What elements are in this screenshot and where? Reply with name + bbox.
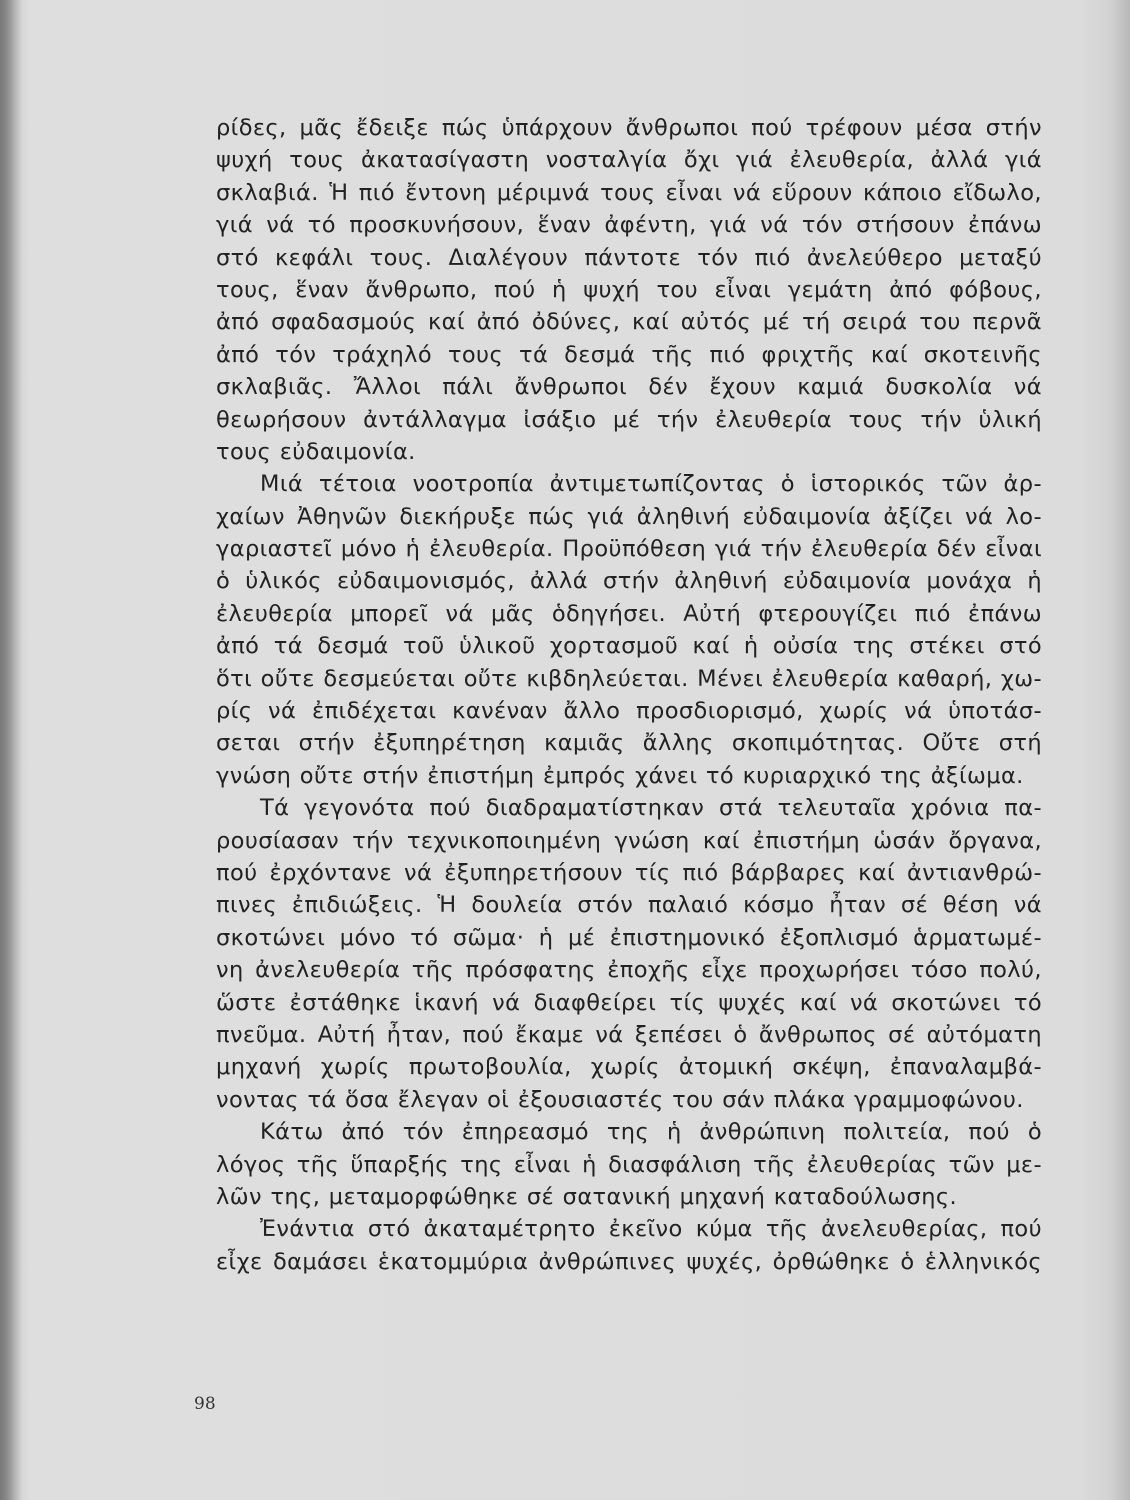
text-line: μηχανή χωρίς πρωτοβουλία, χωρίς ἀτομική σκέψη, ἐπαναλαμβά- xyxy=(216,1054,1042,1081)
paragraph-start-line: Τά γεγονότα πού διαδραματίστηκαν στά τελευταῖα χρόνια πα- xyxy=(260,795,1042,822)
text-line: ρίδες, μᾶς ἔδειξε πώς ὑπάρχουν ἄνθρωποι πού τρέφουν μέσα στήν xyxy=(216,115,1042,141)
text-line: τους εὐδαιμονία. xyxy=(216,438,416,465)
text-line: ὁ ὑλικός εὐδαιμονισμός, ἀλλά στήν ἀληθινή εὐδαιμονία μονάχα ἡ xyxy=(216,568,1042,595)
text-line: σκλαβιᾶς. Ἄλλοι πάλι ἄνθρωποι δέν ἔχουν καμιά δυσκολία νά xyxy=(216,374,1042,401)
text-line: ρίς νά ἐπιδέχεται κανέναν ἄλλο προσδιορισμό, χωρίς νά ὑποτάσ- xyxy=(216,698,1042,725)
page-number: 98 xyxy=(194,1394,216,1414)
text-line: ἀπό τά δεσμά τοῦ ὑλικοῦ χορτασμοῦ καί ἡ οὐσία της στέκει στό xyxy=(216,633,1042,660)
text-line: ψυχή τους ἀκατασίγαστη νοσταλγία ὄχι γιά ἐλευθερία, ἀλλά γιά xyxy=(216,147,1042,174)
text-line: ἐλευθερία μπορεῖ νά μᾶς ὁδηγήσει. Αὐτή φτερουγίζει πιό ἐπάνω xyxy=(216,600,1042,627)
page-edge-shadow xyxy=(0,0,22,1500)
text-line: σκοτώνει μόνο τό σῶμα· ἡ μέ ἐπιστημονικό ἐξοπλισμό ἁρματωμέ- xyxy=(216,924,1042,951)
text-line: χαίων Ἀθηνῶν διεκήρυξε πώς γιά ἀληθινή εὐδαιμονία ἀξίζει νά λο- xyxy=(216,503,1042,530)
text-line: λῶν της, μεταμορφώθηκε σέ σατανική μηχανή καταδούλωσης. xyxy=(216,1183,958,1210)
paragraph-start-line: Μιά τέτοια νοοτροπία ἀντιμετωπίζοντας ὁ ἱστορικός τῶν ἀρ- xyxy=(260,471,1042,498)
text-line: ὥστε ἐστάθηκε ἱκανή νά διαφθείρει τίς ψυχές καί νά σκοτώνει τό xyxy=(216,989,1042,1016)
body-text xyxy=(216,112,1042,1278)
text-line: νη ἀνελευθερία τῆς πρόσφατης ἐποχῆς εἶχε προχωρήσει τόσο πολύ, xyxy=(216,957,1042,984)
text-line: σεται στήν ἐξυπηρέτηση καμιᾶς ἄλλης σκοπιμότητας. Οὔτε στή xyxy=(216,730,1042,757)
text-line: στό κεφάλι τους. Διαλέγουν πάντοτε τόν πιό ἀνελεύθερο μεταξύ xyxy=(216,244,1042,271)
text-line: νοντας τά ὅσα ἔλεγαν οἱ ἐξουσιαστές του σάν πλάκα γραμμοφώνου. xyxy=(216,1086,1024,1113)
text-line: θεωρήσουν ἀντάλλαγμα ἰσάξιο μέ τήν ἐλευθερία τους τήν ὑλική xyxy=(216,406,1042,433)
text-line: τους, ἕναν ἄνθρωπο, πού ἡ ψυχή του εἶναι γεμάτη ἀπό φόβους, xyxy=(216,276,1042,303)
text-line: πού ἐρχόντανε νά ἐξυπηρετήσουν τίς πιό βάρβαρες καί ἀντιανθρώ- xyxy=(216,859,1042,886)
text-line: σκλαβιά. Ἡ πιό ἔντονη μέριμνά τους εἶναι νά εὕρουν κάποιο εἴδωλο, xyxy=(216,179,1042,206)
paragraph-start-line: Ἐνάντια στό ἀκαταμέτρητο ἐκεῖνο κύμα τῆς ἀνελευθερίας, πού xyxy=(260,1216,1042,1243)
text-line: ἀπό τόν τράχηλό τους τά δεσμά τῆς πιό φριχτῆς καί σκοτεινῆς xyxy=(216,341,1042,368)
text-line: λόγος τῆς ὕπαρξής της εἶναι ἡ διασφάλιση τῆς ἐλευθερίας τῶν με- xyxy=(216,1151,1042,1178)
paragraph-start-line: Κάτω ἀπό τόν ἐπηρεασμό της ἡ ἀνθρώπινη πολιτεία, πού ὁ xyxy=(260,1119,1042,1146)
text-line: ρουσίασαν τήν τεχνικοποιημένη γνώση καί ἐπιστήμη ὡσάν ὄργανα, xyxy=(216,827,1042,854)
text-line: γιά νά τό προσκυνήσουν, ἕναν ἀφέντη, γιά νά τόν στήσουν ἐπάνω xyxy=(216,212,1042,239)
text-line: ὅτι οὔτε δεσμεύεται οὔτε κιβδηλεύεται. Μένει ἐλευθερία καθαρή, χω- xyxy=(216,665,1042,692)
text-line: εἶχε δαμάσει ἑκατομμύρια ἀνθρώπινες ψυχές, ὀρθώθηκε ὁ ἑλληνικός xyxy=(216,1248,1042,1275)
text-line: πινες ἐπιδιώξεις. Ἡ δουλεία στόν παλαιό κόσμο ἦταν σέ θέση νά xyxy=(216,892,1042,919)
text-line: ἀπό σφαδασμούς καί ἀπό ὀδύνες, καί αὐτός μέ τή σειρά του περνᾶ xyxy=(216,309,1042,336)
text-line: γνώση οὔτε στήν ἐπιστήμη ἐμπρός χάνει τό κυριαρχικό της ἀξίωμα. xyxy=(216,762,1024,789)
text-line: γαριαστεῖ μόνο ἡ ἐλευθερία. Προϋπόθεση γιά τήν ἐλευθερία δέν εἶναι xyxy=(216,536,1042,563)
text-line: πνεῦμα. Αὐτή ἦταν, πού ἔκαμε νά ξεπέσει ὁ ἄνθρωπος σέ αὐτόματη xyxy=(216,1021,1042,1048)
